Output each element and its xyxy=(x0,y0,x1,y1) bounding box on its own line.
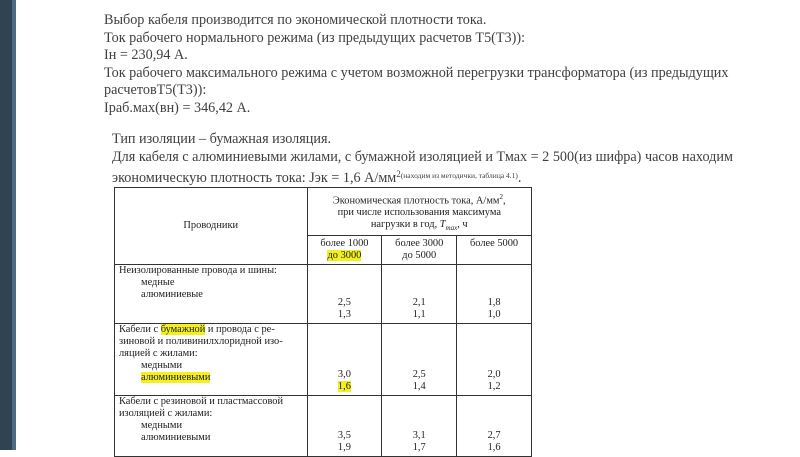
subheader-range-3: более 5000 xyxy=(457,236,532,265)
intro-line-3: Iн = 230,94 А. xyxy=(104,47,188,63)
row-2-col-1 xyxy=(307,324,382,396)
intro-line-1: Выбор кабеля производится по экономической плотности тока. xyxy=(104,12,487,28)
details-line-3-sup: 2 xyxy=(396,169,401,179)
table-header-row xyxy=(115,188,532,236)
row-1-col-2-value-1: 2,1 xyxy=(412,297,426,308)
row-1-col-1-value-1: 2,5 xyxy=(337,297,351,308)
row-2-title-highlight: бумажной xyxy=(160,324,206,335)
tmax-unit: , ч xyxy=(457,219,468,231)
subheader-range-2-line-2: до 5000 xyxy=(402,250,437,261)
density-header xyxy=(307,188,531,236)
row-3-col-3-value-1: 2,7 xyxy=(487,430,501,441)
density-header-line-3 xyxy=(311,219,528,234)
row-3-col-1 xyxy=(307,396,382,457)
row-2-col-3 xyxy=(457,324,532,396)
row-3-conductor xyxy=(115,396,308,457)
row-1-col-3 xyxy=(457,265,532,324)
intro-line-4: Ток рабочего максимального режима с учетом возможной перегрузки трансформатора (из предыдущих xyxy=(104,64,729,81)
row-2-col-3-value-1: 2,0 xyxy=(487,369,501,380)
row-1-col-2 xyxy=(382,265,457,324)
row-3-item-1: медными xyxy=(141,420,183,431)
row-3-title: Кабели с резиновой и пластмассовой xyxy=(119,396,284,407)
row-3-title-2: изоляцией с жилами: xyxy=(119,408,213,419)
table-row xyxy=(115,265,532,324)
row-2-item-2: алюминиевыми xyxy=(141,372,211,383)
row-3-item-2: алюминиевыми xyxy=(141,432,211,443)
row-2-title-2: зиновой и поливинилхлоридной изо- xyxy=(119,336,283,347)
density-header-sup: 2 xyxy=(499,193,503,201)
row-2-col-2-value-1: 2,5 xyxy=(412,369,426,380)
density-table-image xyxy=(114,187,532,453)
table-row xyxy=(115,324,532,396)
row-3-col-1-value-2: 1,9 xyxy=(337,442,351,453)
row-2-col-1-value-2: 1,6 xyxy=(337,381,351,392)
density-table xyxy=(114,187,532,457)
details-line-3 xyxy=(112,166,792,188)
row-2-col-3-value-2: 1,2 xyxy=(487,381,501,392)
row-1-col-3-value-2: 1,0 xyxy=(487,309,501,320)
slide-left-stripe xyxy=(12,0,16,450)
row-2-col-2 xyxy=(382,324,457,396)
details-line-2: Для кабеля с алюминиевыми жилами, с бумажной изоляцией и Тмах = 2 500(из шифра) часов находим xyxy=(112,148,733,165)
tmax-symbol: T xyxy=(439,219,446,231)
row-2-title-pre: Кабели с xyxy=(119,324,161,335)
col-conductors-header: Проводники xyxy=(115,188,308,265)
row-3-col-2-value-2: 1,7 xyxy=(412,442,426,453)
row-3-col-2-value-1: 3,1 xyxy=(412,430,426,441)
details-line-1: Тип изоляции – бумажная изоляция. xyxy=(112,131,332,147)
intro-text-block xyxy=(104,12,784,117)
row-2-item-2-wrap xyxy=(119,372,304,384)
row-2-title-post: и провода с ре- xyxy=(205,324,275,335)
subheader-range-2 xyxy=(382,236,457,265)
row-1-col-3-value-1: 1,8 xyxy=(487,297,501,308)
details-note: (находим из методички, таблица 4.1) xyxy=(400,171,518,180)
slide-left-bar xyxy=(0,0,12,450)
density-header-line-1-text: Экономическая плотность тока, А/мм xyxy=(332,195,500,207)
density-header-line-1: Экономическая плотность тока, $А/мм^2$, xyxy=(332,193,506,207)
row-1-title: Неизолированные провода и шины: xyxy=(119,265,277,276)
table-row xyxy=(115,396,532,457)
row-1-col-1 xyxy=(307,265,382,324)
row-3-col-1-value-1: 3,5 xyxy=(337,430,351,441)
row-2-title xyxy=(119,324,304,336)
row-2-item-1: медными xyxy=(141,360,183,371)
row-2-title-3: ляцией с жилами: xyxy=(119,348,198,359)
row-1-item-1: медные xyxy=(141,277,175,288)
subheader-range-1 xyxy=(307,236,382,265)
tmax-subscript: max xyxy=(445,224,458,233)
row-2-col-1-value-1: 3,0 xyxy=(337,369,351,380)
subheader-range-2-line-1: более 3000 xyxy=(395,238,444,249)
details-line-3-end: . xyxy=(517,170,522,186)
row-3-col-3 xyxy=(457,396,532,457)
row-2-col-2-value-2: 1,4 xyxy=(412,381,426,392)
row-1-item-2: алюминиевые xyxy=(141,289,203,300)
subheader-range-1-line-1: более 1000 xyxy=(320,238,369,249)
intro-line-2: Ток рабочего нормального режима (из предыдущих расчетов Т5(Т3)): xyxy=(104,29,526,46)
subheader-range-1-line-2: до 3000 xyxy=(327,250,362,261)
density-header-line-2: при числе использования максимума xyxy=(337,207,501,219)
row-3-col-3-value-2: 1,6 xyxy=(487,442,501,453)
intro-line-5: расчетовТ5(Т3)): xyxy=(104,82,207,98)
row-3-col-2 xyxy=(382,396,457,457)
row-1-col-1-value-2: 1,3 xyxy=(337,309,351,320)
details-text-block xyxy=(112,131,792,188)
row-2-conductor xyxy=(115,324,308,396)
intro-line-6: Iраб.мах(вн) = 346,42 А. xyxy=(104,99,251,116)
details-line-3-main: экономическую плотность тока: Jэк = 1,6 А/мм xyxy=(112,170,397,186)
row-1-col-2-value-2: 1,1 xyxy=(412,309,426,320)
row-1-conductor xyxy=(115,265,308,324)
density-header-line-3-text: нагрузки в год, xyxy=(370,219,440,231)
